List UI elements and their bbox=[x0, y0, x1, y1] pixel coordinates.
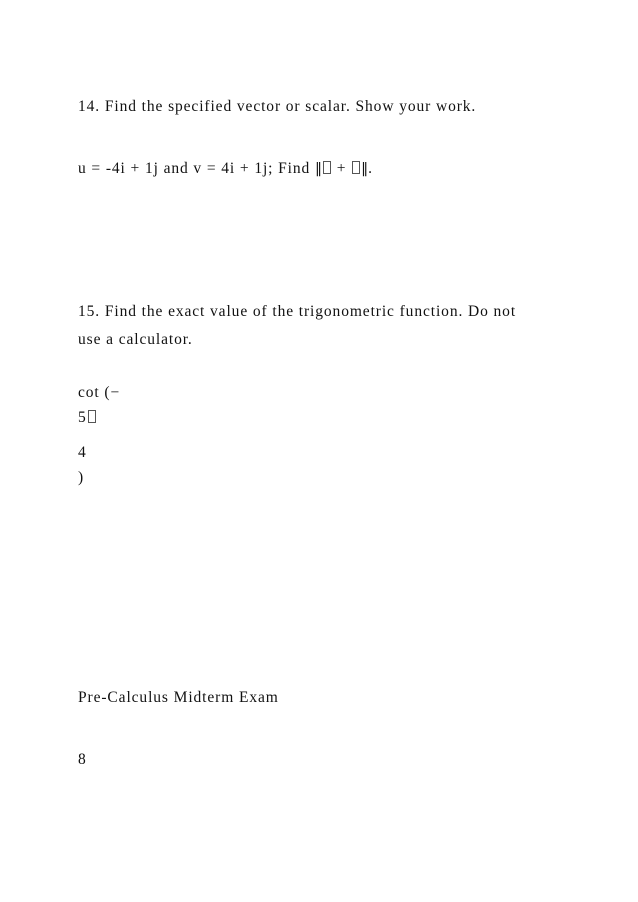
problem-14-given-text: u = -4i + 1j and v = 4i + 1j; Find bbox=[78, 160, 315, 177]
cot-expression-line1: cot (− bbox=[78, 384, 121, 401]
problem-15-heading-line1: 15. Find the exact value of the trigonometric function. Do not bbox=[78, 303, 517, 320]
missing-glyph-pi bbox=[88, 410, 96, 423]
period: . bbox=[368, 160, 373, 177]
cot-expression-close-paren: ) bbox=[78, 469, 85, 486]
problem-14-heading: 14. Find the specified vector or scalar. Show your work. bbox=[78, 98, 477, 115]
cot-expression-line2 bbox=[78, 410, 97, 426]
numerator-five: 5 bbox=[78, 409, 87, 426]
missing-glyph-u bbox=[323, 161, 331, 174]
problem-14-given bbox=[78, 161, 373, 177]
cot-expression-denominator: 4 bbox=[78, 444, 87, 461]
page-number: 8 bbox=[78, 751, 87, 768]
problem-15-heading-line2: use a calculator. bbox=[78, 331, 193, 348]
norm-open-bar: ‖ bbox=[314, 161, 322, 177]
norm-close-bar: ‖ bbox=[361, 161, 369, 177]
exam-title: Pre-Calculus Midterm Exam bbox=[78, 689, 279, 706]
plus-sign: + bbox=[331, 160, 352, 177]
missing-glyph-v bbox=[352, 161, 360, 174]
